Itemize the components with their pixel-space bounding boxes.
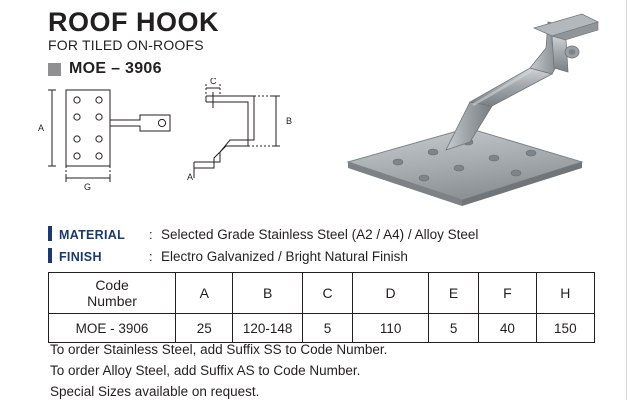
cell-h: 150: [536, 314, 594, 343]
drawings-area: [0, 78, 635, 218]
code-marker-square: [48, 63, 61, 76]
dimension-table: [48, 272, 595, 343]
product-render-image: [320, 10, 620, 220]
spec-list: [48, 224, 593, 268]
spec-value-finish: Electro Galvanized / Bright Natural Finish: [161, 249, 408, 264]
table-header-c: C: [302, 273, 352, 314]
product-code: MOE – 3906: [69, 60, 162, 78]
spec-row-material: [48, 224, 593, 242]
cell-c: 5: [302, 314, 352, 343]
table-header-h: H: [536, 273, 594, 314]
page-title: ROOF HOOK: [48, 7, 219, 37]
cell-a: 25: [176, 314, 233, 343]
cell-b: 120-148: [233, 314, 302, 343]
table-header-code-line2: Number: [87, 293, 137, 309]
table-header-code: [49, 273, 176, 314]
cell-e: 5: [428, 314, 478, 343]
note-line-1: To order Stainless Steel, add Suffix SS to Code Number.: [50, 342, 388, 357]
dim-label-b: B: [286, 116, 293, 126]
table-header-a: A: [176, 273, 233, 314]
notes-block: [50, 340, 610, 403]
table-header-row: [49, 273, 595, 314]
page-subtitle: FOR TILED ON-ROOFS: [48, 37, 204, 54]
right-edge-divider: [626, 0, 627, 400]
dim-label-a-lower: A: [187, 172, 194, 182]
table-header-b: B: [233, 273, 302, 314]
table-header-f: F: [479, 273, 536, 314]
cell-d: 110: [353, 314, 429, 343]
table-header-code-line1: Code: [95, 276, 129, 293]
table-header-d: D: [353, 273, 429, 314]
technical-line-drawing: [30, 78, 310, 198]
spec-colon-material: :: [149, 227, 153, 242]
spec-value-material: Selected Grade Stainless Steel (A2 / A4) / Alloy Steel: [161, 227, 479, 242]
spec-accent-bar: [48, 248, 52, 263]
dim-label-c: C: [210, 78, 217, 86]
table-header-e: E: [428, 273, 478, 314]
spec-row-finish: [48, 246, 593, 264]
table-row: [49, 314, 595, 343]
spec-label-material: MATERIAL: [59, 228, 126, 242]
dim-label-a-left: A: [38, 123, 45, 133]
dim-label-g: G: [84, 182, 92, 192]
spec-colon-finish: :: [149, 249, 153, 264]
spec-label-finish: FINISH: [59, 250, 102, 264]
cell-f: 40: [479, 314, 536, 343]
note-line-2: To order Alloy Steel, add Suffix AS to Code Number.: [50, 362, 361, 378]
dimension-table-wrap: [48, 272, 595, 343]
note-line-3: Special Sizes available on request.: [50, 383, 260, 399]
spec-accent-bar: [48, 226, 52, 241]
cell-code: MOE - 3906: [49, 314, 176, 343]
